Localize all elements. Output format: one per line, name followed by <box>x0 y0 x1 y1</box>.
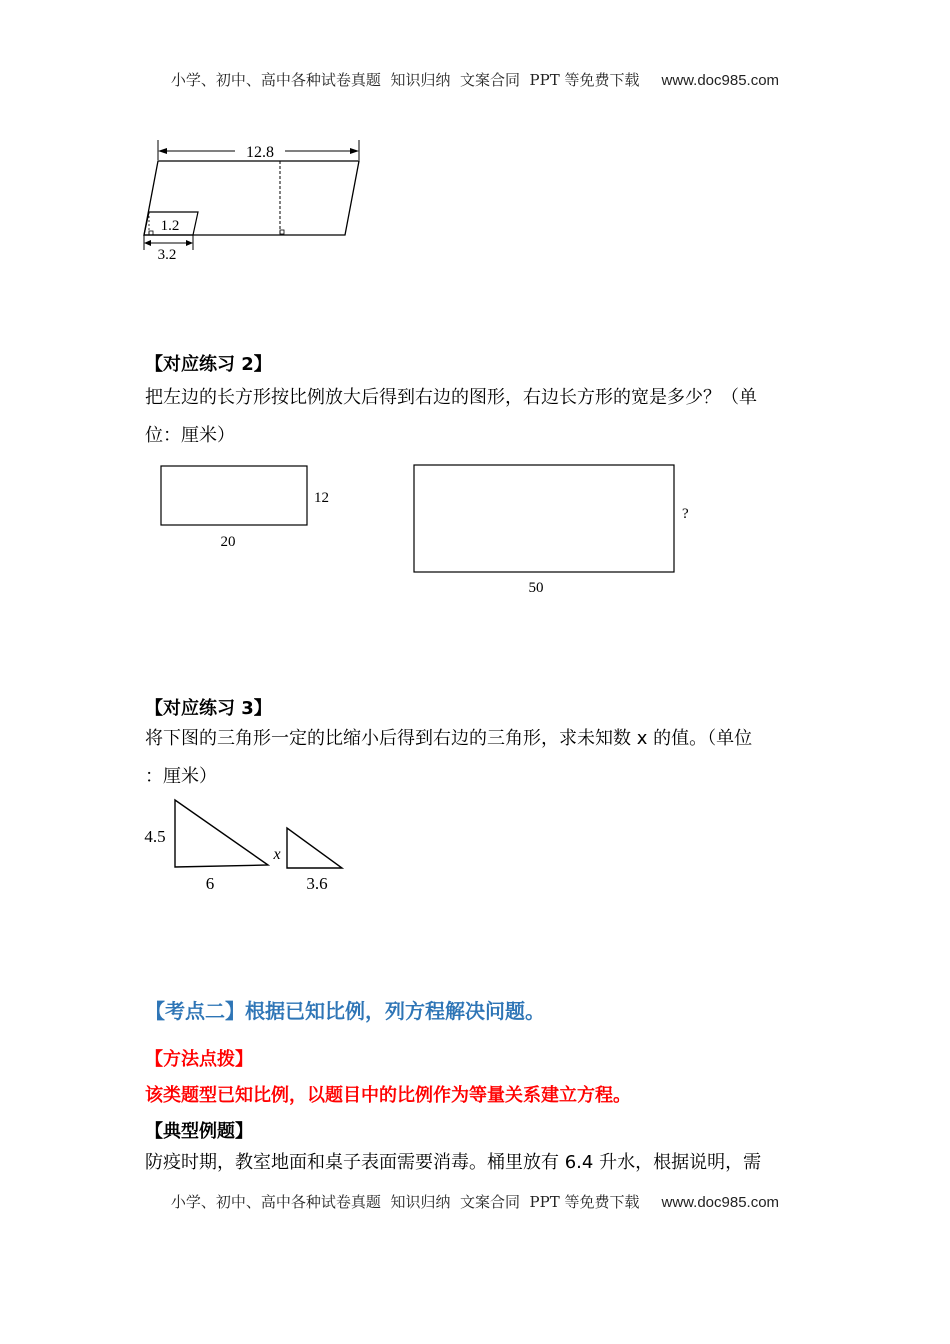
header-url: www.doc985.com <box>661 72 780 89</box>
footer-text: 小学、初中、高中各种试卷真题 知识归纳 文案合同 PPT 等免费下载 <box>170 1193 640 1211</box>
parallelogram-figure <box>135 135 375 265</box>
method-text: 该类题型已知比例，以题目中的比例作为等量关系建立方程。 <box>145 1085 631 1106</box>
page-header <box>0 69 950 90</box>
right-rectangle <box>414 465 674 572</box>
top-length-label: 12.8 <box>246 144 274 161</box>
small-triangle-base-label: 3.6 <box>306 874 328 893</box>
exercise2-question-line2: 位：厘米） <box>145 425 235 446</box>
small-height-label: 1.2 <box>160 218 180 234</box>
exercise2-question <box>145 379 810 455</box>
small-triangle <box>287 828 342 868</box>
small-triangle-height-label: x <box>273 846 281 863</box>
example-text: 防疫时期，教室地面和桌子表面需要消毒。桶里放有 6.4 升水，根据说明，需 <box>145 1152 762 1173</box>
rectangles-figure <box>150 460 710 605</box>
exercise3-label: 【对应练习 3】 <box>145 698 272 719</box>
small-base-label: 3.2 <box>157 247 177 263</box>
big-triangle-height-label: 4.5 <box>144 827 166 846</box>
page-footer <box>0 1191 950 1212</box>
exercise2-label: 【对应练习 2】 <box>145 354 272 375</box>
exercise3-question <box>145 720 810 796</box>
left-rect-width-label: 12 <box>314 490 329 506</box>
big-triangle-base-label: 6 <box>205 874 215 893</box>
right-rect-width-label: ? <box>682 506 689 522</box>
footer-url: www.doc985.com <box>661 1194 780 1211</box>
header-text: 小学、初中、高中各种试卷真题 知识归纳 文案合同 PPT 等免费下载 <box>170 71 640 89</box>
exercise3-question-line1: 将下图的三角形一定的比缩小后得到右边的三角形，求未知数 x 的值。（单位 <box>145 728 753 749</box>
section2-title: 【考点二】根据已知比例，列方程解决问题。 <box>145 999 545 1023</box>
exercise2-question-line1: 把左边的长方形按比例放大后得到右边的图形，右边长方形的宽是多少？（单 <box>145 387 757 408</box>
right-rect-length-label: 50 <box>528 580 544 596</box>
big-triangle <box>175 800 268 867</box>
left-rectangle <box>161 466 307 525</box>
triangles-figure <box>135 795 375 900</box>
method-label: 【方法点拨】 <box>145 1049 253 1070</box>
exercise3-question-line2: ：厘米） <box>145 766 217 787</box>
left-rect-length-label: 20 <box>220 534 236 550</box>
example-label: 【典型例题】 <box>145 1121 253 1142</box>
